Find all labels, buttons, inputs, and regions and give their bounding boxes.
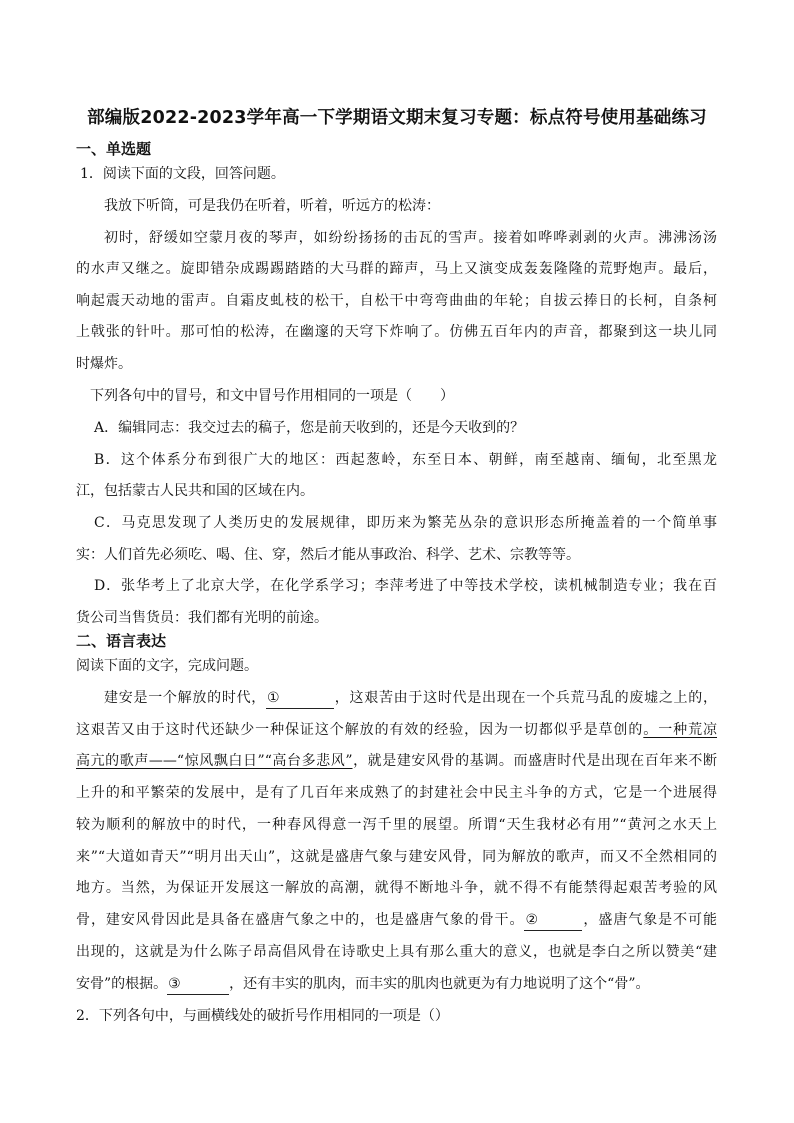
underlined-text: 高亢的歌声——“惊风飘白日”“高台多悲风” bbox=[76, 753, 353, 769]
passage-line: 较为顺利的解放中的时代，一种春风得意一泻千里的展望。所谓“天生我材必有用”“黄河之水天上 bbox=[76, 817, 717, 833]
blank-3 bbox=[167, 974, 229, 995]
passage-line: 上升的和平繁荣的发展中，是有了几百年来成熟了的封建社会中民主斗争的方式，它是一个进展得 bbox=[76, 785, 717, 801]
passage-line: 出现的，这就是为什么陈子昂高倡风骨在诗歌史上具有那么重大的意义，也就是李白之所以赞美“建 bbox=[76, 944, 717, 960]
option-d: D．张华考上了北京大学，在化学系学习；李萍考进了中等技术学校，读机械制造专业；我在百 bbox=[94, 578, 717, 594]
passage-line bbox=[76, 974, 650, 995]
passage-text: 安骨”的根据。 bbox=[76, 976, 168, 992]
section-2-intro: 阅读下面的文字，完成问题。 bbox=[76, 658, 258, 674]
blank-1-number: ① bbox=[267, 690, 280, 706]
option-b-continued: 江，包括蒙古人民共和国的区域在内。 bbox=[76, 483, 314, 499]
passage-line bbox=[76, 910, 717, 931]
passage-text: 骨，建安风骨因此是具备在盛唐气象之中的，也是盛唐气象的骨干。 bbox=[76, 912, 525, 928]
blank-2 bbox=[524, 910, 582, 931]
option-a: A．编辑同志：我交过去的稿子，您是前天收到的，还是今天收到的？ bbox=[94, 420, 525, 436]
blank-2-number: ② bbox=[525, 912, 539, 928]
passage-line: 初时，舒缓如空蒙月夜的琴声，如纷纷扬扬的击瓦的雪声。接着如哗哗剥剥的火声。沸沸汤汤 bbox=[104, 230, 717, 246]
document-title: 部编版2022-2023学年高一下学期语文期末复习专题：标点符号使用基础练习 bbox=[87, 108, 707, 128]
option-b: B．这个体系分布到很广大的地区：西起葱岭，东至日本、朝鲜，南至越南、缅甸，北至黑龙 bbox=[94, 452, 717, 468]
underlined-text: 。一种荒凉 bbox=[643, 722, 718, 738]
passage-line: 时爆炸。 bbox=[76, 356, 132, 372]
passage-line bbox=[76, 720, 717, 740]
section-heading-single-choice: 一、单选题 bbox=[76, 140, 152, 158]
passage-text: 建安是一个解放的时代， bbox=[104, 690, 267, 706]
passage-line: 响起震天动地的雷声。自霜皮虬枝的松干，自松干中弯弯曲曲的年轮；自拔云捧日的长柯，自条柯 bbox=[76, 293, 717, 309]
passage-text: ，还有丰实的肌肉，而丰实的肌肉也就更为有力地说明了这个“骨”。 bbox=[229, 976, 650, 992]
passage-line: 的水声又继之。旋即错杂成踢踢踏踏的大马群的蹄声，马上又演变成轰轰隆隆的荒野炮声。最后， bbox=[76, 261, 717, 277]
passage-line bbox=[76, 751, 717, 771]
question-1-prompt: 下列各句中的冒号，和文中冒号作用相同的一项是（ ） bbox=[90, 388, 454, 404]
blank-3-number: ③ bbox=[168, 976, 181, 992]
passage-line: 来”“大道如青天”“明月出天山”，这就是盛唐气象与建安风骨，同为解放的歌声，而又不全然相同的 bbox=[76, 849, 717, 865]
passage-line: 上戟张的针叶。那可怕的松涛，在幽邃的天穹下炸响了。仿佛五百年内的声音，都聚到这一块儿同 bbox=[76, 324, 717, 340]
question-1-stem: 1．阅读下面的文段，回答问题。 bbox=[80, 166, 285, 182]
blank-1 bbox=[266, 688, 334, 709]
passage-text: 这艰苦又由于这时代还缺少一种保证这个解放的有效的经验，因为一切都似乎是草创的 bbox=[76, 722, 644, 738]
section-heading-language-expression: 二、语言表达 bbox=[76, 632, 167, 650]
passage-text: ，就是建安风骨的基调。而盛唐时代是出现在百年来不断 bbox=[352, 753, 717, 769]
passage-line: 地方。当然，为保证开发展这一解放的高潮，就得不断地斗争，就不得不有能禁得起艰苦考验的风 bbox=[76, 880, 717, 896]
passage-line bbox=[104, 688, 717, 709]
passage-text: ，这艰苦由于这时代是出现在一个兵荒马乱的废墟之上的， bbox=[334, 690, 718, 706]
option-c: C．马克思发现了人类历史的发展规律，即历来为繁芜丛杂的意识形态所掩盖着的一个简单事 bbox=[94, 515, 717, 531]
option-c-continued: 实：人们首先必须吃、喝、住、穿，然后才能从事政治、科学、艺术、宗教等等。 bbox=[76, 547, 580, 563]
passage-text: ，盛唐气象是不可能 bbox=[582, 912, 718, 928]
option-d-continued: 货公司当售货员：我们都有光明的前途。 bbox=[76, 610, 328, 626]
question-2-stem: 2．下列各句中，与画横线处的破折号作用相同的一项是（） bbox=[76, 1008, 449, 1024]
passage-line: 我放下听筒，可是我仍在听着，听着，听远方的松涛： bbox=[104, 198, 440, 214]
